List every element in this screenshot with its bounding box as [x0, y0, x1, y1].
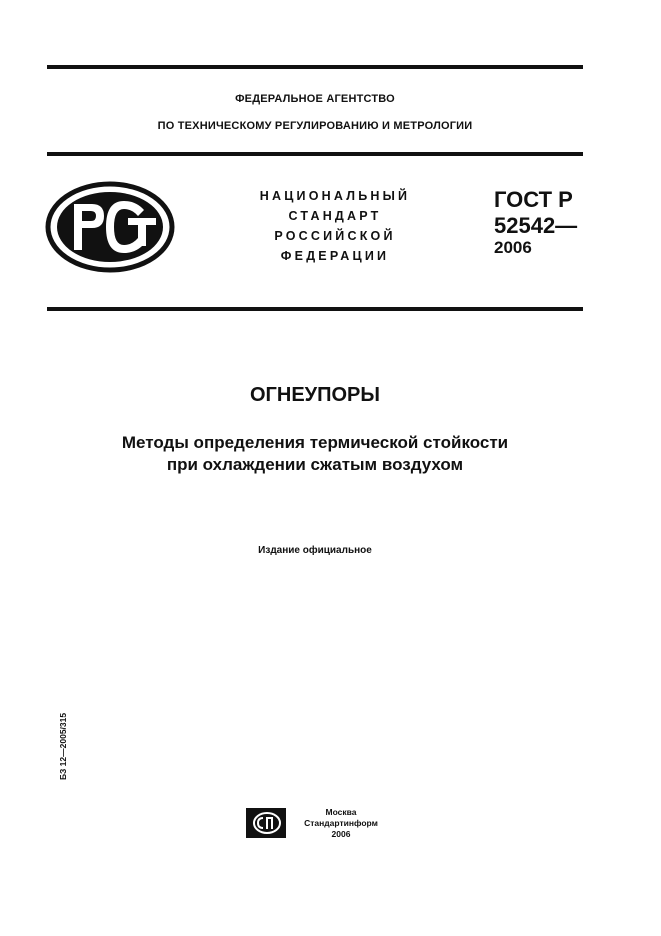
- lower-rule: [47, 307, 583, 311]
- publisher-year: 2006: [331, 829, 351, 839]
- top-rule: [47, 65, 583, 69]
- gost-prefix: ГОСТ Р: [494, 187, 573, 212]
- national-line-3: РОССИЙСКОЙ: [274, 229, 396, 243]
- side-code: БЗ 12—2005/315: [58, 712, 68, 780]
- agency-line-1: ФЕДЕРАЛЬНОЕ АГЕНТСТВО: [235, 93, 395, 105]
- agency-line-2: ПО ТЕХНИЧЕСКОМУ РЕГУЛИРОВАНИЮ И МЕТРОЛОГИИ: [157, 120, 473, 132]
- gost-year: 2006: [494, 238, 532, 257]
- standartinform-logo-icon: [246, 806, 286, 838]
- national-line-1: НАЦИОНАЛЬНЫЙ: [259, 189, 411, 203]
- rst-conformity-mark-icon: [44, 180, 176, 274]
- publisher-name: Стандартинформ: [304, 818, 378, 828]
- subtitle-line-2: при охлаждении сжатым воздухом: [166, 455, 464, 474]
- national-line-2: СТАНДАРТ: [288, 209, 382, 223]
- gost-number: 52542—: [494, 213, 578, 238]
- publisher-city: Москва: [325, 807, 357, 817]
- document-title: ОГНЕУПОРЫ: [250, 384, 380, 406]
- national-line-4: ФЕДЕРАЦИИ: [280, 249, 390, 263]
- subtitle-line-1: Методы определения термической стойкости: [121, 433, 509, 452]
- header-rule: [47, 152, 583, 156]
- edition-note: Издание официальное: [258, 545, 372, 556]
